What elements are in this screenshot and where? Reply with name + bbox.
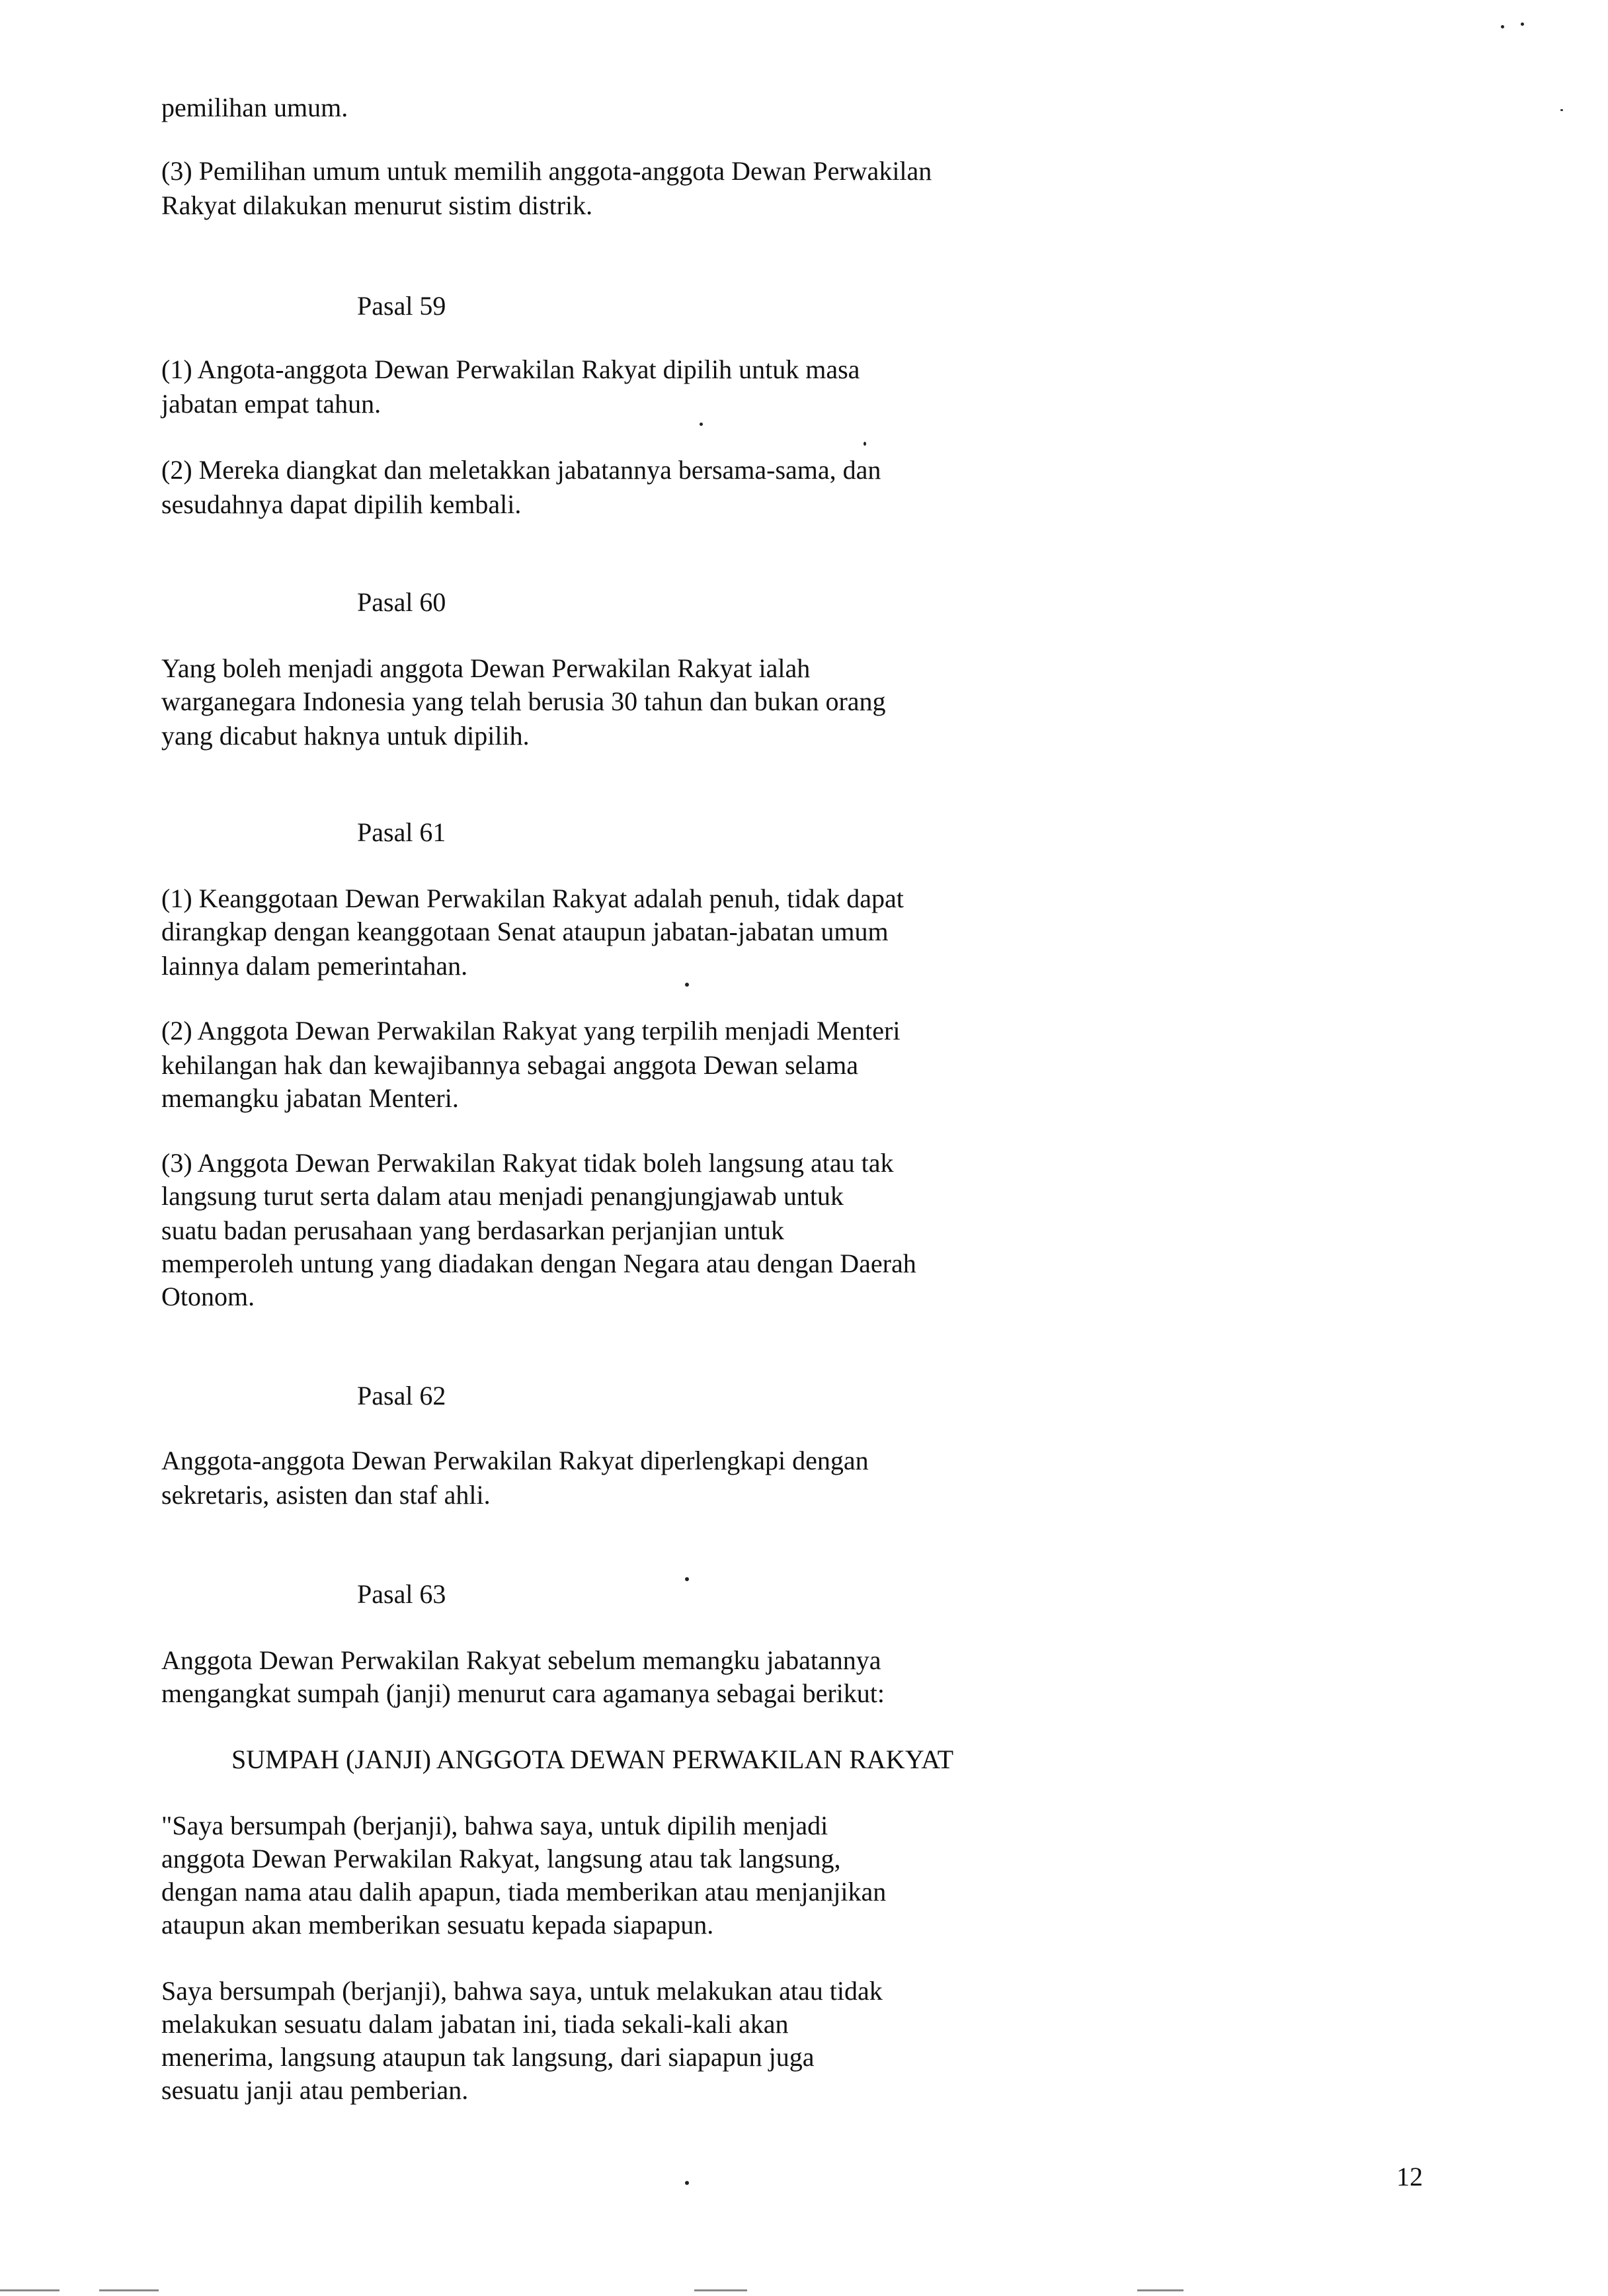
text-line: (1) Angota-anggota Dewan Perwakilan Rakyat dipilih untuk masa [161, 354, 860, 384]
scan-edge-mark [0, 2289, 60, 2291]
text-line: Saya bersumpah (berjanji), bahwa saya, untuk melakukan atau tidak [161, 1976, 883, 2006]
text-line: Anggota-anggota Dewan Perwakilan Rakyat diperlengkapi dengan [161, 1446, 869, 1475]
text-line: Anggota Dewan Perwakilan Rakyat sebelum memangku jabatannya [161, 1645, 881, 1675]
scan-edge-mark [99, 2289, 159, 2291]
text-line: dirangkap dengan keanggotaan Senat ataupun jabatan-jabatan umum [161, 917, 889, 946]
page-number: 12 [1396, 2162, 1423, 2192]
article-heading-59: Pasal 59 [357, 291, 446, 321]
text-line: sesudahnya dapat dipilih kembali. [161, 489, 522, 519]
scan-speck [1501, 25, 1504, 28]
text-line: mengangkat sumpah (janji) menurut cara agamanya sebagai berikut: [161, 1678, 885, 1708]
text-line: Yang boleh menjadi anggota Dewan Perwakilan Rakyat ialah [161, 653, 811, 683]
article-heading-63: Pasal 63 [357, 1579, 446, 1609]
text-line: Otonom. [161, 1282, 255, 1311]
text-line: melakukan sesuatu dalam jabatan ini, tiada sekali-kali akan [161, 2009, 789, 2039]
text-line: (1) Keanggotaan Dewan Perwakilan Rakyat adalah penuh, tidak dapat [161, 883, 904, 913]
scan-speck [864, 442, 866, 446]
text-line: pemilihan umum. [161, 93, 348, 122]
text-line: kehilangan hak dan kewajibannya sebagai anggota Dewan selama [161, 1050, 859, 1080]
text-line: memangku jabatan Menteri. [161, 1083, 459, 1113]
text-line: sesuatu janji atau pemberian. [161, 2075, 469, 2105]
scan-edge-mark [694, 2289, 747, 2291]
text-line: sekretaris, asisten dan staf ahli. [161, 1480, 491, 1510]
text-line: ataupun akan memberikan sesuatu kepada siapapun. [161, 1910, 714, 1940]
text-line: langsung turut serta dalam atau menjadi penangjungjawab untuk [161, 1181, 844, 1211]
text-line: Rakyat dilakukan menurut sistim distrik. [161, 190, 593, 220]
text-line: "Saya bersumpah (berjanji), bahwa saya, untuk dipilih menjadi [161, 1811, 828, 1840]
scan-speck [685, 2181, 689, 2185]
text-line: (3) Anggota Dewan Perwakilan Rakyat tidak boleh langsung atau tak [161, 1148, 894, 1178]
article-heading-62: Pasal 62 [357, 1381, 446, 1411]
text-line: (2) Anggota Dewan Perwakilan Rakyat yang terpilih menjadi Menteri [161, 1016, 901, 1046]
text-line: menerima, langsung ataupun tak langsung, dari siapapun juga [161, 2042, 815, 2072]
text-line: suatu badan perusahaan yang berdasarkan perjanjian untuk [161, 1215, 784, 1245]
article-heading-60: Pasal 60 [357, 587, 446, 617]
text-line: lainnya dalam pemerintahan. [161, 951, 468, 981]
article-heading-61: Pasal 61 [357, 817, 446, 847]
text-line: warganegara Indonesia yang telah berusia 30 tahun dan bukan orang [161, 686, 886, 716]
oath-title: SUMPAH (JANJI) ANGGOTA DEWAN PERWAKILAN RAKYAT [231, 1744, 954, 1774]
scan-speck [1560, 109, 1563, 111]
text-line: jabatan empat tahun. [161, 389, 382, 419]
text-line: memperoleh untung yang diadakan dengan Negara atau dengan Daerah [161, 1249, 916, 1278]
text-line: dengan nama atau dalih apapun, tiada memberikan atau menjanjikan [161, 1877, 887, 1906]
scan-speck [700, 423, 703, 426]
text-line: anggota Dewan Perwakilan Rakyat, langsung atau tak langsung, [161, 1844, 841, 1873]
scan-speck [1521, 22, 1524, 26]
scan-speck [685, 1577, 689, 1581]
scan-speck [685, 983, 689, 987]
text-line: yang dicabut haknya untuk dipilih. [161, 721, 530, 751]
scan-edge-mark [1137, 2289, 1184, 2291]
text-line: (3) Pemilihan umum untuk memilih anggota-anggota Dewan Perwakilan [161, 156, 932, 186]
text-line: (2) Mereka diangkat dan meletakkan jabatannya bersama-sama, dan [161, 455, 881, 485]
